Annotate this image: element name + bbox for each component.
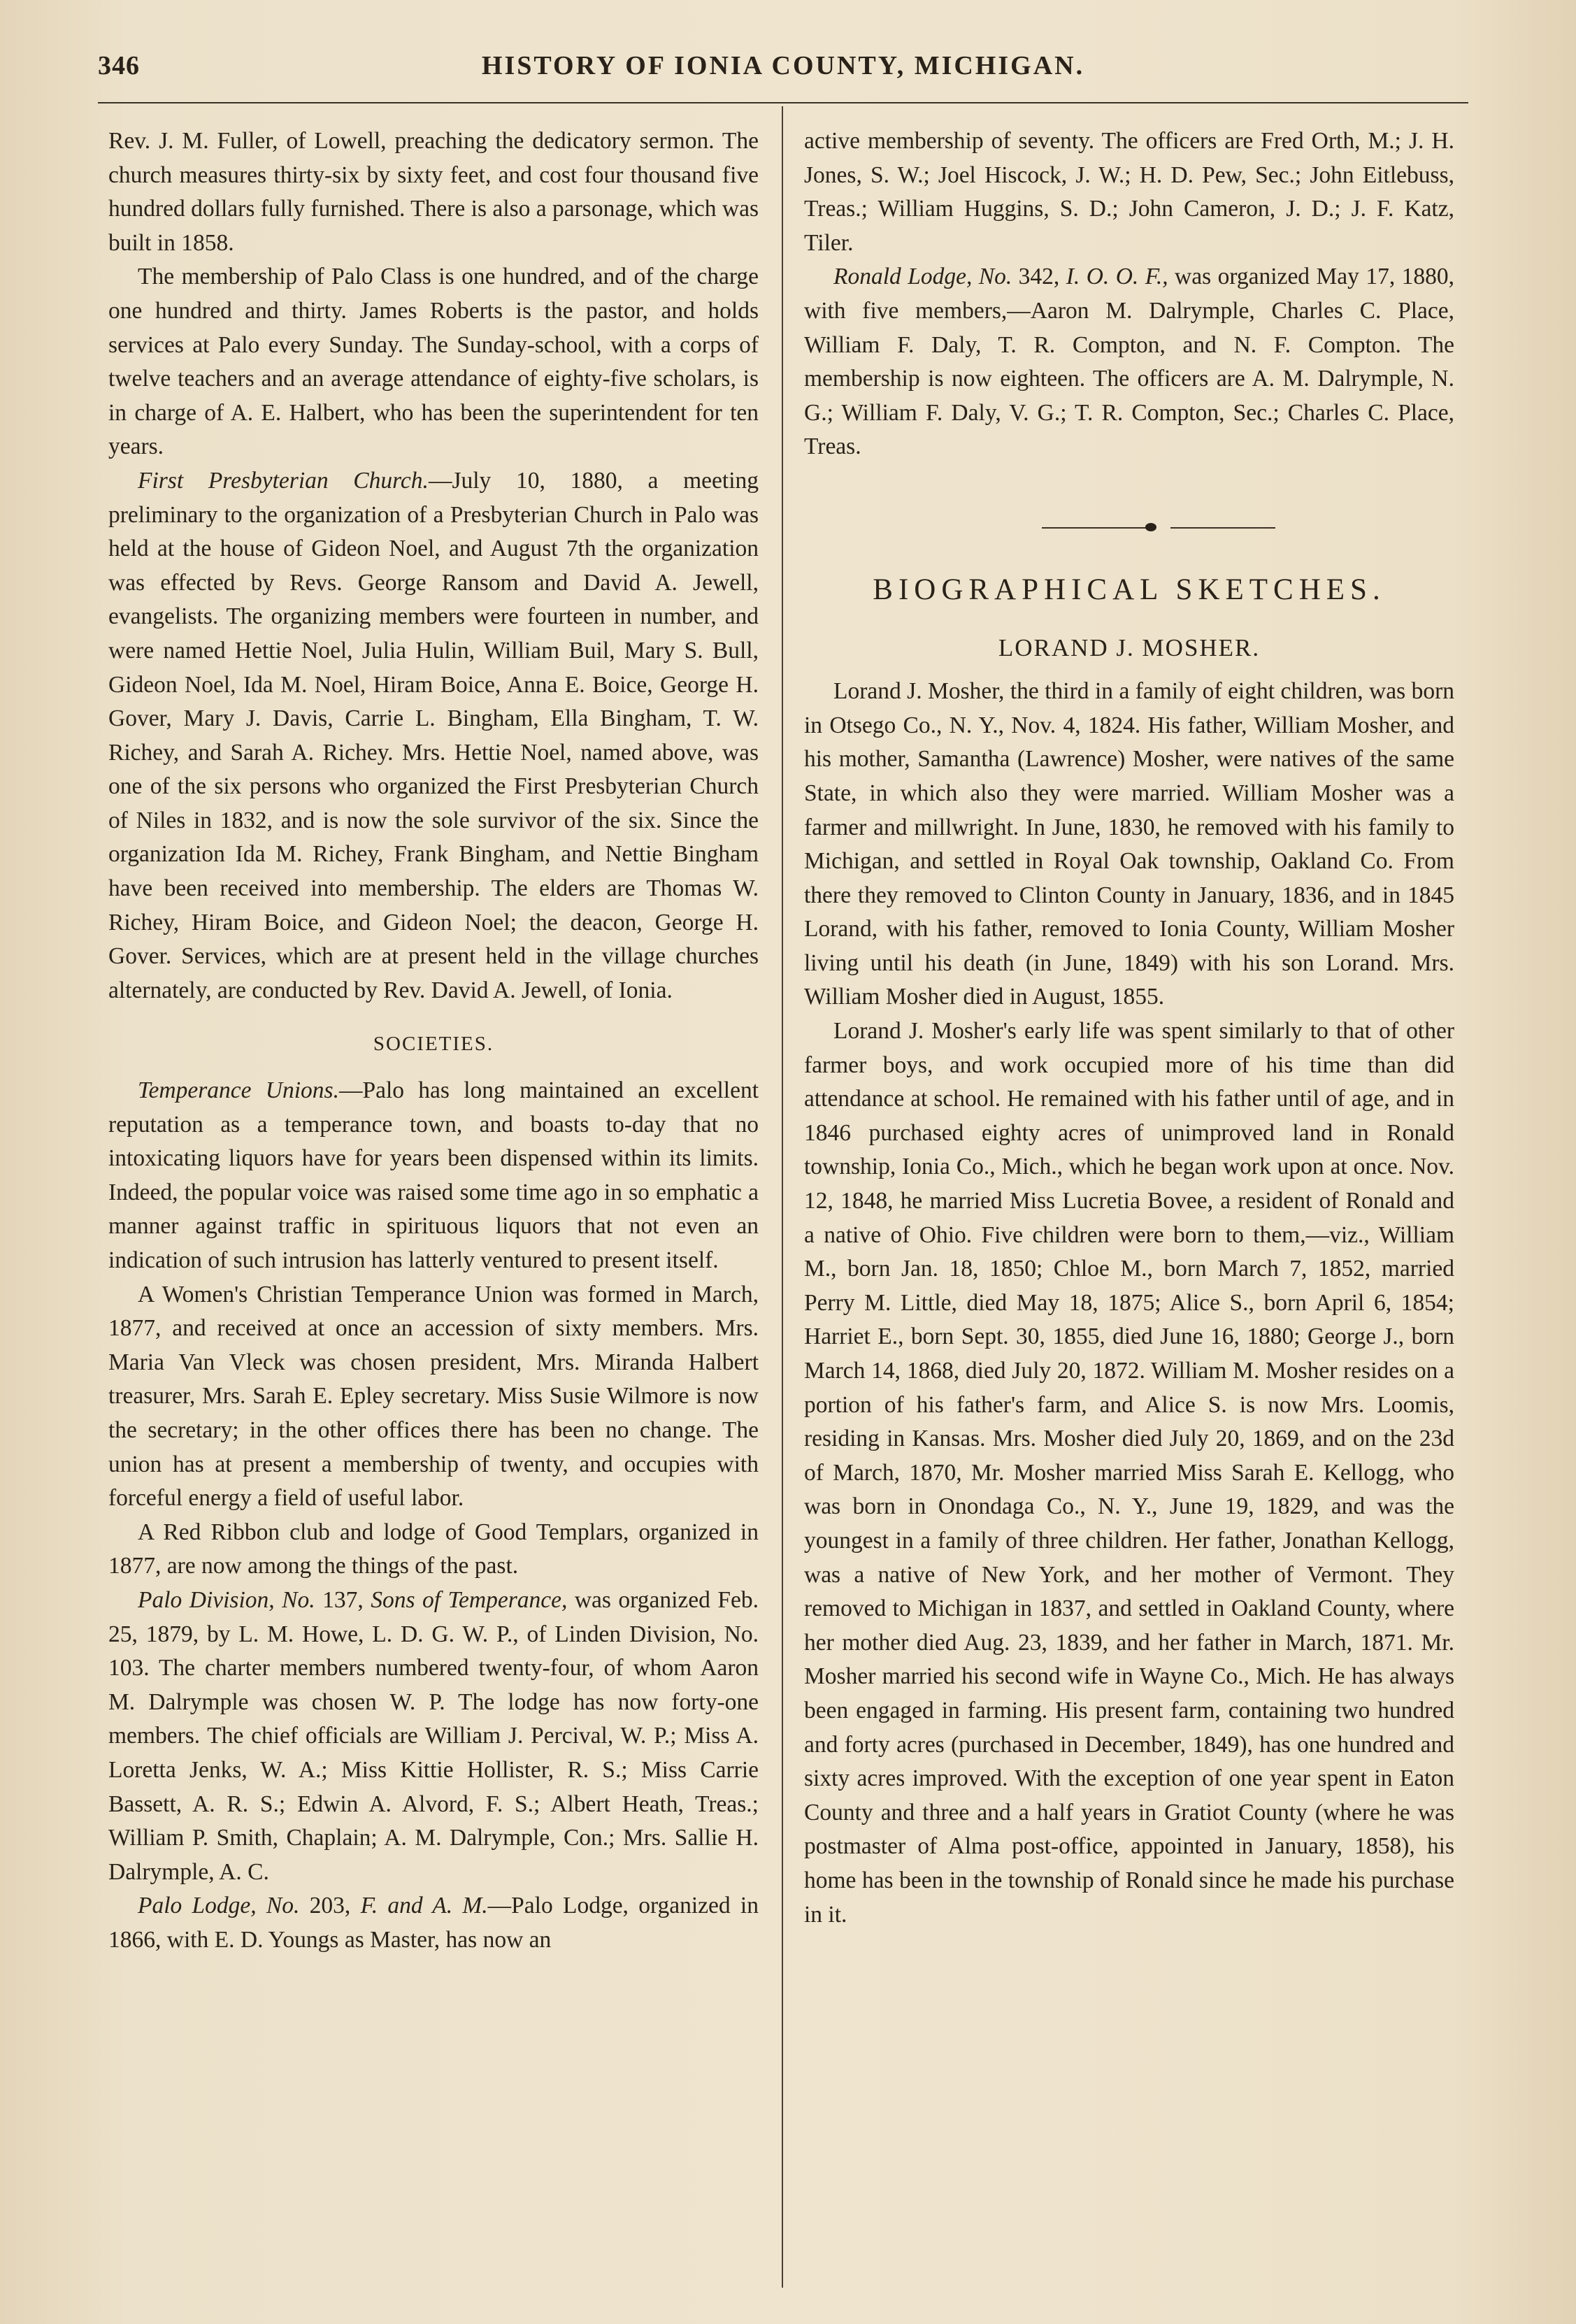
ornament-center — [1145, 523, 1156, 531]
paragraph — [108, 1074, 759, 1278]
column-divider — [782, 106, 783, 2288]
right-column — [804, 124, 1454, 1932]
paragraph-title: Palo Lodge, No. — [138, 1893, 300, 1919]
section-heading: SOCIETIES. — [373, 1033, 494, 1056]
paragraph-number: 342, — [1012, 264, 1066, 290]
paragraph — [108, 464, 759, 1008]
paragraph — [108, 1889, 759, 1957]
paragraph-title: Temperance Unions. — [138, 1077, 339, 1104]
paragraph: active membership of seventy. The officers are Fred Orth, M.; J. H. Jones, S. W.; Joel Hiscock, J. W.; H. D. Pew, Sec.; John Eitlebuss, Treas.; William Huggins, S. D.; John Cameron, J. D.; J. F. Katz, Tiler. — [804, 128, 1454, 256]
paragraph-title: First Presbyterian Church. — [138, 467, 429, 494]
running-title: HISTORY OF IONIA COUNTY, MICHIGAN. — [481, 51, 1085, 80]
page-header — [98, 43, 1468, 92]
ornament-line — [1170, 527, 1275, 529]
left-column — [108, 124, 759, 1957]
paragraph: Rev. J. M. Fuller, of Lowell, preaching the dedicatory sermon. The church measures thirty-six by sixty feet, and cost four thousand five hundred dollars fully furnished. There is also a parsonage, which was built in 1858. — [108, 128, 759, 256]
paragraph-title: Palo Division, No. — [138, 1586, 315, 1613]
paragraph-title: Sons of Temperance, — [371, 1586, 568, 1613]
paragraph-title: I. O. O. F., — [1066, 264, 1168, 290]
paragraph — [804, 260, 1454, 464]
paragraph-text: —Palo Lodge, organized in 1866, with E. D. Youngs as Master, has now an — [108, 1893, 759, 1953]
paragraph: Lorand J. Mosher, the third in a family of eight children, was born in Otsego Co., N. Y., Nov. 4, 1824. His father, William Mosher, and his mother, Samantha (Lawrence) Mosher, were natives of the same State, in which also they were married. William Mosher was a farmer and millwright. In June, 1830, he removed with his family to Michigan, and settled in Royal Oak township, Oakland Co. From there they removed to Clinton County in January, 1836, and in 1845 Lorand, with his father, removed to Ionia County, William Mosher living until his death (in June, 1849) with his son Lorand. Mrs. William Mosher died in August, 1855. — [804, 678, 1454, 1010]
paragraph-text: was organized May 17, 1880, with five members,—Aaron M. Dalrymple, Charles C. Place, William F. Daly, T. R. Compton, and N. F. Compton. The membership is now eighteen. The officers are A. M. Dalrymple, N. G.; William F. Daly, V. G.; T. R. Compton, Sec.; Charles C. Place, Treas. — [804, 264, 1455, 460]
paragraph-title: Ronald Lodge, No. — [833, 264, 1012, 290]
chapter-heading: BIOGRAPHICAL SKETCHES. — [873, 573, 1386, 606]
paragraph-number: 137, — [315, 1586, 371, 1613]
paragraph: The membership of Palo Class is one hundred, and of the charge one hundred and thirty. James Roberts is the pastor, and holds services at Palo every Sunday. The Sunday-school, with a corps of twelve teachers and an average attendance of eighty-five scholars, is in charge of A. E. Halbert, who has been the superintendent for ten years. — [108, 264, 759, 460]
page-number: 346 — [98, 51, 140, 80]
paragraph: A Women's Christian Temperance Union was formed in March, 1877, and received at once an accession of sixty members. Mrs. Maria Van Vleck was chosen president, Mrs. Miranda Halbert treasurer, Mrs. Sarah E. Epley secretary. Miss Susie Wilmore is now the secretary; in the other offices there has been no change. The union has at present a membership of twenty, and occupies with forceful energy a field of useful labor. — [108, 1281, 759, 1512]
paragraph — [108, 1584, 759, 1889]
paragraph-number: 203, — [299, 1893, 361, 1919]
paragraph-title: F. and A. M. — [360, 1893, 488, 1919]
paragraph-text: —July 10, 1880, a meeting preliminary to the organization of a Presbyterian Church in Palo was held at the house of Gideon Noel, and August 7th the organization was effected by Revs. George Ransom and David A. Jewell, evangelists. The organizing members were fourteen in number, and were named Hettie Noel, Julia Hulin, William Buil, Mary S. Bull, Gideon Noel, Ida M. Noel, Hiram Boice, Anna E. Boice, George H. Gover, Mary J. Davis, Carrie L. Bingham, Ella Bingham, T. W. Richey, and Sarah A. Richey. Mrs. Hettie Noel, named above, was one of the six persons who organized the First Presbyterian Church of Niles in 1832, and is now the sole survivor of the six. Since the organization Ida M. Richey, Frank Bingham, and Nettie Bingham have been received into membership. The elders are Thomas W. Richey, Hiram Boice, and Gideon Noel; the deacon, George H. Gover. Services, which are at present held in the village churches alternately, are conducted by Rev. David A. Jewell, of Ionia. — [108, 467, 759, 1003]
sketch-heading: LORAND J. MOSHER. — [998, 633, 1261, 661]
paragraph: Lorand J. Mosher's early life was spent similarly to that of other farmer boys, and work occupied more of his time than did attendance at school. He remained with his father until of age, and in 1846 purchased eighty acres of unimproved land in Ronald township, Ionia Co., Mich., which he began work upon at once. Nov. 12, 1848, he married Miss Lucretia Bovee, a resident of Ronald and a native of Ohio. Five children were born to them,—viz., William M., born Jan. 18, 1850; Chloe M., born March 7, 1852, married Perry M. Little, died May 18, 1875; Alice S., born April 6, 1854; Harriet E., born Sept. 30, 1855, died June 16, 1880; George J., born March 14, 1868, died July 20, 1872. William M. Mosher resides on a portion of his father's farm, and Alice S. is now Mrs. Loomis, residing in Kansas. Mrs. Mosher died July 20, 1869, and on the 23d of March, 1870, Mr. Mosher married Miss Sarah E. Kellogg, who was born in Onondaga Co., N. Y., June 19, 1829, and was the youngest in a family of three children. Her father, Jonathan Kellogg, was a native of New York, and her mother of Vermont. They removed to Michigan in 1837, and settled in Oakland County, where her mother died Aug. 23, 1839, and her father in March, 1871. Mr. Mosher married his second wife in Wayne Co., Mich. He has always been engaged in farming. His present farm, containing two hundred and forty acres (purchased in December, 1849), has one hundred and sixty acres improved. With the exception of one year spent in Eaton County and three and a half years in Gratiot County (where he was postmaster of Alma post-office, appointed in January, 1858), his home has been in the township of Ronald since he made his purchase in it. — [804, 1018, 1454, 1928]
paragraph-text: —Palo has long maintained an excellent reputation as a temperance town, and boasts to-day that no intoxicating liquors have for years been dispensed within its limits. Indeed, the popular voice was raised some time ago in so emphatic a manner against traffic in spirituous liquors that not even an indication of such intrusion has latterly ventured to present itself. — [108, 1077, 759, 1273]
paragraph-text: was organized Feb. 25, 1879, by L. M. Howe, L. D. G. W. P., of Linden Division, No. 103. The charter members numbered twenty-four, of whom Aaron M. Dalrymple was chosen W. P. The lodge has now forty-one members. The chief officials are William J. Percival, W. P.; Miss A. Loretta Jenks, W. A.; Miss Kittie Hollister, R. S.; Miss Carrie Bassett, A. R. S.; Edwin A. Alvord, F. S.; Albert Heath, Treas.; William P. Smith, Chaplain; A. M. Dalrymple, Con.; Mrs. Sallie H. Dalrymple, A. C. — [108, 1586, 759, 1885]
ornament-line — [1042, 527, 1147, 529]
ornament-divider — [804, 508, 1454, 550]
paragraph: A Red Ribbon club and lodge of Good Templars, organized in 1877, are now among the things of the past. — [108, 1519, 759, 1579]
header-rule — [98, 102, 1468, 103]
